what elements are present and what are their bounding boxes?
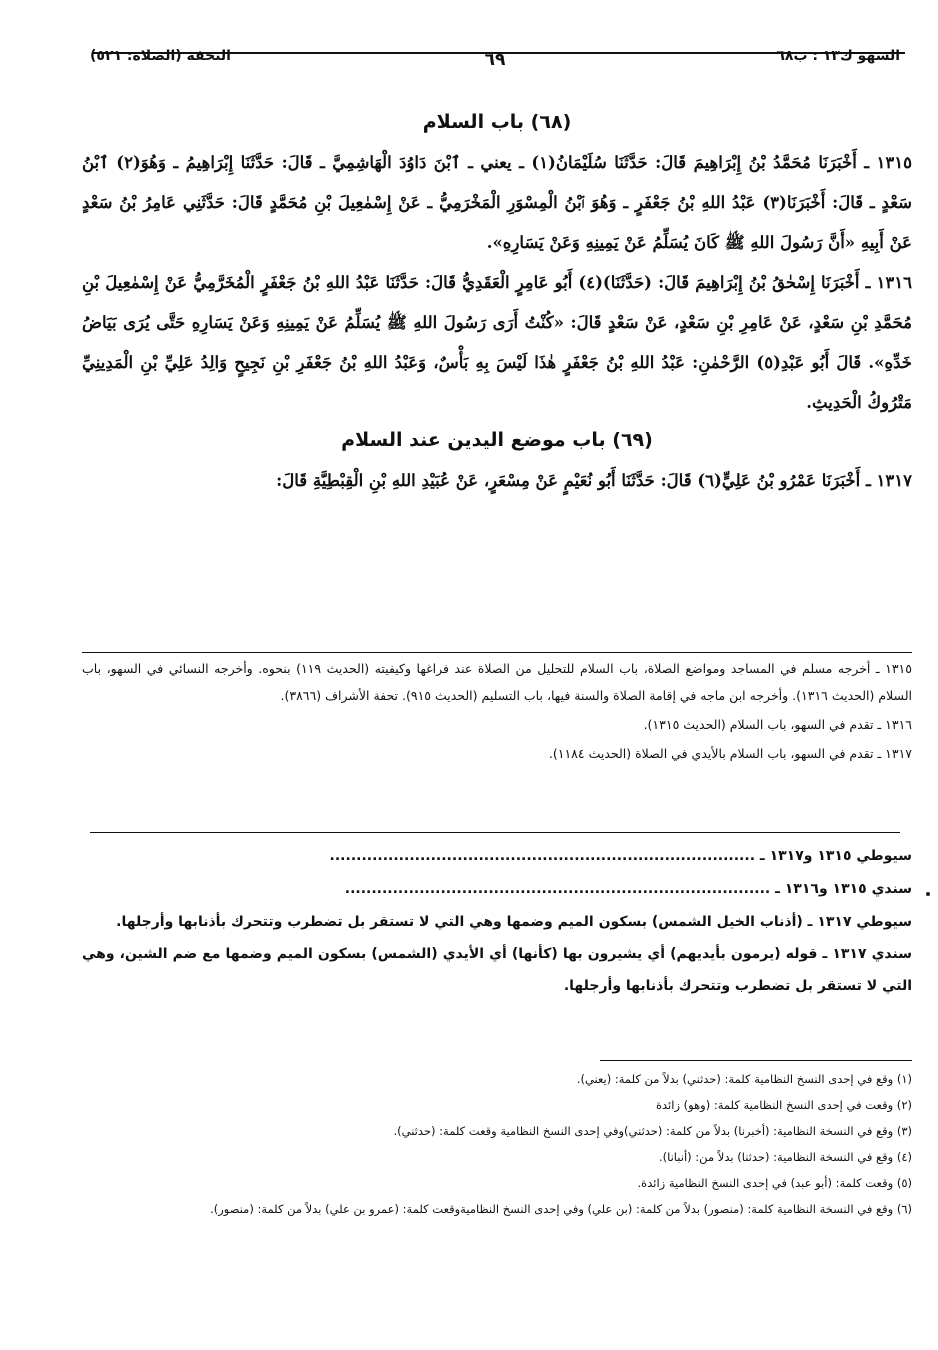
hadith-1315: ١٣١٥ ـ أَخْبَرَنَا مُحَمَّدُ بْنُ إِبْرَاهِيمَ قَالَ: حَدَّثَنَا سُلَيْمَانُ(١) ـ يعني ـ ٱبْنَ دَاوُدَ الْهَاشِمِيَّ ـ قَالَ: حَدَّثَنَا إِبْرَاهِيمُ ـ وَهُوَ(٢) ٱبْنُ سَعْدٍ ـ قَالَ: أَخْبَرَنَا(٣) عَبْدُ اللهِ بْنُ جَعْفَرٍ ـ وَهُوَ ٱبْنُ الْمِسْوَرِ الْمَخْرَمِيُّ ـ عَنْ إِسْمٰعِيلَ بْنِ مُحَمَّدٍ قَالَ: حَدَّثَنِي عَامِرُ بْنُ سَعْدٍ عَنْ أَبِيهِ «أَنَّ رَسُولَ اللهِ ﷺ كَانَ يُسَلِّمُ عَنْ يَمِينِهِ وَعَنْ يَسَارِهِ». [82, 153, 912, 252]
dotted-leader: ................................................................................ [329, 848, 756, 864]
footnote-3: (٣) وقع في النسخة النظامية: (أخبرنا) بدلاً من كلمة: (حدثني)وفي إحدى النسخ النظامية وقعت كلمة: (حدثني). [393, 1124, 912, 1138]
footnote-5: (٥) وقعت كلمة: (أبو عبد) في إحدى النسخ النظامية زائدة. [637, 1176, 912, 1190]
footnote-2: (٢) وقعت في إحدى النسخ النظامية كلمة: (وهو) زائدة [655, 1098, 912, 1112]
header-rule [93, 52, 905, 54]
commentary-rule [90, 832, 900, 833]
takhrij-1316: ١٣١٦ ـ تقدم في السهو، باب السلام (الحديث ١٣١٥). [643, 717, 912, 732]
header-tuhfa-ref: التحفة (الصلاة: ٥٢١) [90, 48, 231, 64]
scan-speck [926, 892, 930, 896]
takhrij-rule [82, 652, 912, 653]
hadith-1317: ١٣١٧ ـ أَخْبَرَنَا عَمْرُو بْنُ عَلِيٍّ(٦) قَالَ: حَدَّثَنَا أَبُو نُعَيْمٍ عَنْ مِسْعَرٍ، عَنْ عُبَيْدِ اللهِ بْنِ الْقِبْطِيَّةِ قَالَ: [276, 471, 912, 490]
takhrij-1317: ١٣١٧ ـ تقدم في السهو، باب السلام بالأيدي في الصلاة (الحديث ١١٨٤). [548, 746, 912, 761]
page-number: ٦٩ [484, 50, 506, 70]
commentary-block [82, 840, 912, 1002]
chapter-title-69: (٦٩) باب موضع اليدين عند السلام [341, 429, 653, 451]
footnote-1: (١) وقع في إحدى النسخ النظامية كلمة: (حدثني) بدلاً من كلمة: (يعني). [576, 1072, 912, 1086]
takhrij-block [82, 655, 912, 769]
header-chapter-ref: السهو ك١٣ : ب٦٨ [776, 48, 900, 64]
page-header [90, 40, 900, 80]
chapter-title-68: (٦٨) باب السلام [422, 111, 572, 133]
suyuti-head: سيوطي ١٣١٥ و١٣١٧ ـ [759, 848, 912, 864]
footnote-6: (٦) وقع في النسخة النظامية كلمة: (منصور) بدلاً من كلمة: (بن علي) وفي إحدى النسخ النظاميةوقعت كلمة: (عمرو بن علي) بدلاً من كلمة: (منصور). [210, 1202, 912, 1216]
hadith-1316: ١٣١٦ ـ أَخْبَرَنَا إِسْحٰقُ بْنُ إِبْرَاهِيمَ قَالَ: (حَدَّثَنَا)(٤) أَبُو عَامِرٍ الْعَقَدِيُّ قَالَ: حَدَّثَنَا عَبْدُ اللهِ بْنُ جَعْفَرٍ الْمُخَرَّمِيُّ عَنْ إِسْمٰعِيلَ بْنِ مُحَمَّدِ بْنِ سَعْدٍ، عَنْ عَامِرِ بْنِ سَعْدٍ، عَنْ سَعْدٍ قَالَ: «كُنْتُ أَرَى رَسُولَ اللهِ ﷺ يُسَلِّمُ عَنْ يَمِينِهِ وَعَنْ يَسَارِهِ حَتَّى يُرَى بَيَاضُ خَدِّهِ». قَالَ أَبُو عَبْدِ(٥) الرَّحْمٰنِ: عَبْدُ اللهِ بْنُ جَعْفَرٍ هٰذَا لَيْسَ بِهِ بَأْسٌ، وَعَبْدُ اللهِ بْنُ جَعْفَرِ بْنِ نَجِيحٍ وَالِدُ عَلِيِّ بْنِ الْمَدِينِيِّ مَتْرُوكُ الْحَدِيثِ. [82, 273, 912, 412]
notes-rule [600, 1060, 912, 1061]
dotted-leader: ................................................................................ [344, 881, 771, 897]
suyuti-1317-commentary: سيوطي ١٣١٧ ـ (أذناب الخيل الشمس) بسكون الميم وضمها وهي التي لا تستقر بل تضطرب وتتحرك بأذنابها وأرجلها. [116, 914, 912, 930]
sindi-1317-commentary: سندي ١٣١٧ ـ قوله (يرمون بأيديهم) أي يشيرون بها (كأنها) أي الأيدي (الشمس) بسكون الميم وضمها مع ضم الشين، وهي التي لا تستقر بل تضطرب وتتحرك بأذنابها وأرجلها. [82, 946, 912, 994]
sindi-head-line [82, 873, 912, 906]
footnote-4: (٤) وقع في النسخة النظامية: (حدثنا) بدلاً من: (أنبانا). [658, 1150, 912, 1164]
suyuti-head-line [82, 840, 912, 873]
main-text [82, 105, 912, 501]
sindi-head: سندي ١٣١٥ و١٣١٦ ـ [775, 881, 912, 897]
takhrij-1315: ١٣١٥ ـ أخرجه مسلم في المساجد ومواضع الصلاة، باب السلام للتحليل من الصلاة عند فراغها وكيفيته (الحديث ١١٩) بنحوه. وأخرجه النسائي في السهو، باب السلام (الحديث ١٣١٦). وأخرجه ابن ماجه في إقامة الصلاة والسنة فيها، باب التسليم (الحديث ٩١٥). تحفة الأشراف (٣٨٦٦). [82, 661, 912, 703]
footnotes [82, 1066, 912, 1222]
